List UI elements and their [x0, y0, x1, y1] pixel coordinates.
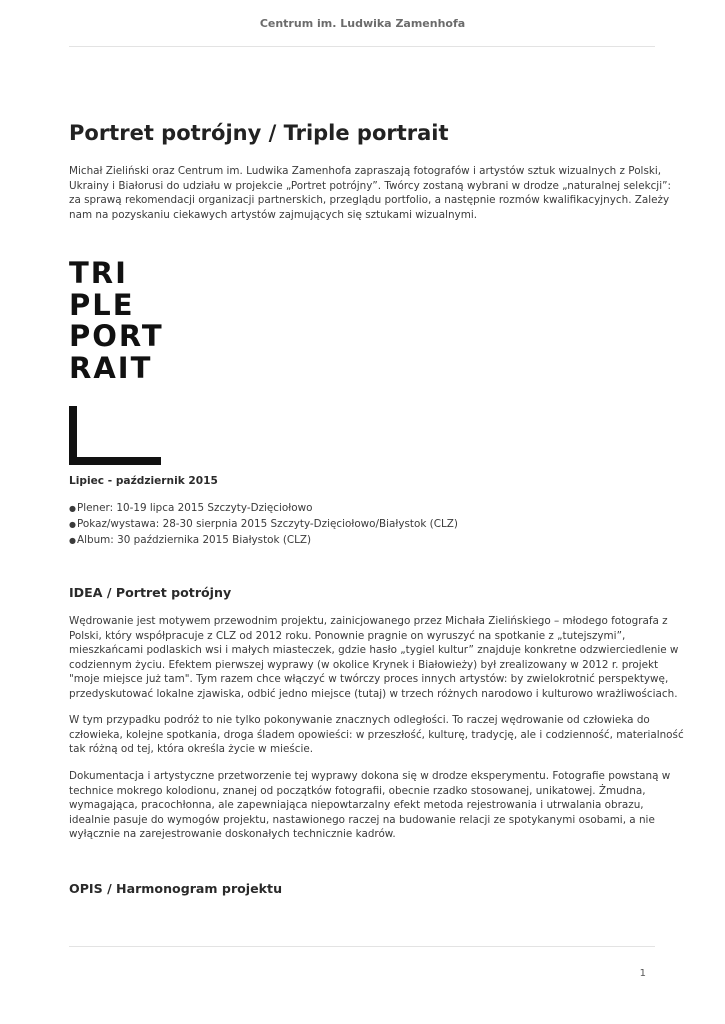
bullet-icon: ●	[69, 519, 76, 529]
idea-line: technice mokrego kolodionu, znanej od początków fotografii, obecnie rzadko stosowanej, unikatowej. Żmudna,	[69, 784, 646, 797]
idea-paragraph-1	[69, 614, 679, 702]
intro-line: za sprawą rekomendacji organizacji partnerskich, przeglądu portfolio, a następnie rozmów kwalifikacyjnych. Zależy	[69, 194, 670, 207]
footer-divider	[69, 946, 655, 947]
event-item	[69, 517, 458, 533]
opis-heading: OPIS / Harmonogram projektu	[69, 881, 283, 896]
page-title: Portret potrójny / Triple portrait	[69, 121, 449, 145]
idea-heading: IDEA / Portret potrójny	[69, 585, 232, 600]
idea-line: człowieka, kolejne spotkania, droga śladem opowieści: w przeszłość, kulturę, tradycję, ale i codzienność, materialność	[69, 728, 684, 741]
event-text: Plener: 10-19 lipca 2015 Szczyty-Dzięciołowo	[77, 502, 313, 514]
triple-portrait-logo	[69, 256, 164, 465]
idea-line: codziennym życiu. Efektem pierwszej wyprawy (w okolice Krynek i Białowieży) był zrealizowany w 2012 r. projekt	[69, 658, 659, 671]
logo-line: TRI	[69, 256, 128, 290]
event-text: Album: 30 października 2015 Białystok (CLZ)	[77, 533, 312, 546]
idea-line: idealnie pasuje do wymogów projektu, nastawionego raczej na budowanie relacji ze spotykanymi osobami, a nie	[69, 813, 655, 826]
idea-paragraph-3	[69, 769, 671, 842]
logo-line: RAIT	[69, 350, 153, 385]
intro-line: Ukrainy i Białorusi do udziału w projekcie „Portret potrójny”. Twórcy zostaną wybrani w drodze „naturalnej selekcji”:	[69, 179, 671, 192]
logo-wordmark	[69, 258, 164, 384]
logo-line: PORT	[69, 319, 164, 353]
bullet-icon: ●	[69, 535, 76, 545]
idea-line: przedyskutować lokalne zjawiska, odbić jedno miejsce (tutaj) w trzech różnych narodowo i kulturowo wrażliwościach.	[69, 687, 678, 700]
page-number: 1	[639, 968, 646, 979]
idea-line: Wędrowanie jest motywem przewodnim projektu, zainicjowanego przez Michała Zielińskiego – młodego fotografa z	[69, 615, 668, 627]
logo-line: PLE	[69, 287, 135, 322]
logo-corner-mark	[69, 406, 161, 465]
event-item	[69, 501, 458, 517]
idea-line: wymagająca, pracochłonna, ale zapewniająca niepowtarzalny efekt metoda rejestrowania i utrwalania obrazu,	[69, 799, 644, 812]
idea-line: mieszkańcami podlaskich wsi i małych miasteczek, gdzie hasło „tygiel kultur” znajduje konkretne odzwierciedlenie w	[69, 644, 679, 657]
idea-paragraph-2	[69, 713, 684, 757]
idea-line: W tym przypadku podróż to nie tylko pokonywanie znacznych odległości. To raczej wędrowanie od człowieka do	[69, 714, 650, 726]
event-text: Pokaz/wystawa: 28-30 sierpnia 2015 Szczyty-Dzięciołowo/Białystok (CLZ)	[77, 517, 458, 530]
bullet-icon: ●	[69, 504, 76, 513]
header-divider	[69, 46, 655, 47]
idea-line: "moje miejsce już tam". Tym razem chce włączyć w twórczy proces innych artystów: by zwielokrotnić perspektywę,	[69, 673, 669, 686]
intro-line: Michał Zieliński oraz Centrum im. Ludwika Zamenhofa zapraszają fotografów i artystów sztuk wizualnych z Polski,	[69, 165, 662, 177]
intro-line: nam na pozyskaniu ciekawych artystów zajmujących się sztukami wizualnymi.	[69, 208, 478, 221]
event-list	[69, 501, 458, 548]
idea-line: tak różną od tej, która określa życie w mieście.	[69, 743, 314, 756]
idea-line: wyłącznie na zarejestrowanie doskonałych technicznie kadrów.	[69, 828, 396, 841]
idea-line: Polski, który współpracuje z CLZ od 2012 roku. Ponownie pragnie on wyruszyć na spotkanie z „tutejszymi”,	[69, 629, 626, 642]
site-header: Centrum im. Ludwika Zamenhofa	[259, 17, 466, 30]
dates-heading: Lipiec - październik 2015	[69, 475, 218, 487]
idea-line: Dokumentacja i artystyczne przetworzenie tej wyprawy dokona się w drodze eksperymentu. Fotografie powstaną w	[69, 770, 671, 782]
intro-paragraph	[69, 164, 671, 222]
event-item	[69, 533, 458, 549]
